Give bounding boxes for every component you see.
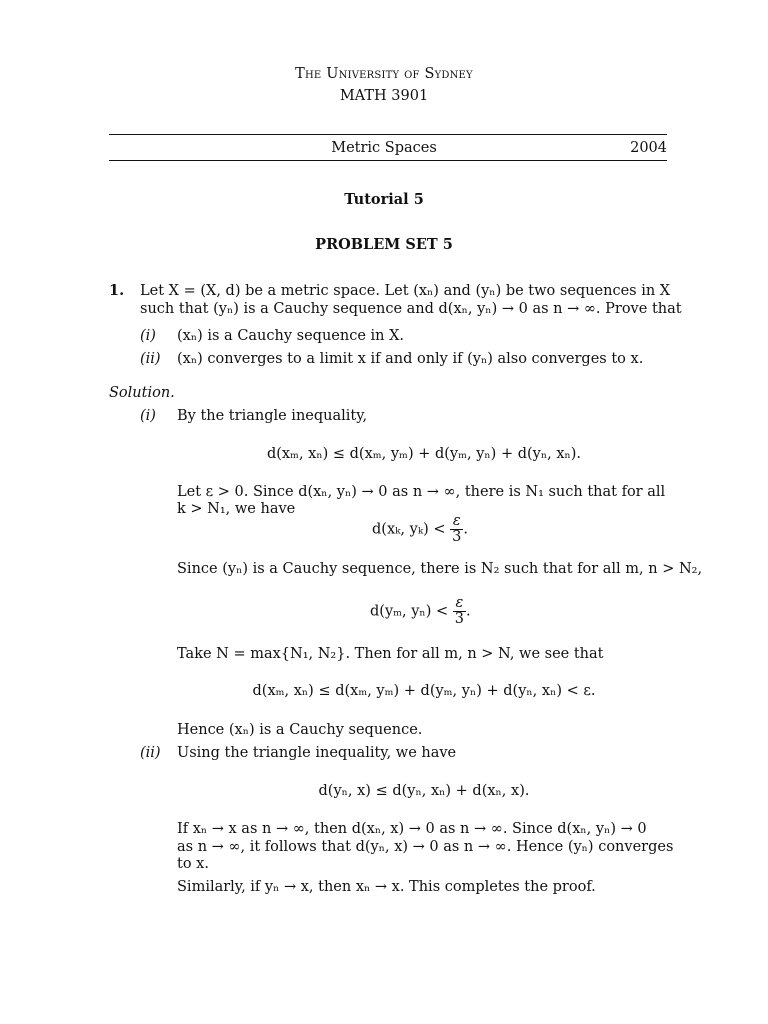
equation-lhs: d(xₖ, yₖ) <	[372, 521, 446, 538]
solution-text: Hence (xₙ) is a Cauchy sequence.	[177, 722, 423, 738]
fraction-epsilon-over-3	[453, 596, 466, 627]
subject-title: Metric Spaces	[331, 140, 437, 156]
solution-text: k > N₁, we have	[177, 501, 296, 517]
equation-xk-yk: d(xₖ, yₖ) < $\frac{\varepsilon}{3}$ .	[372, 513, 468, 545]
solution-text: Since (yₙ) is a Cauchy sequence, there is N₂ such that for all m, n > N₂,	[177, 561, 703, 577]
bottom-rule	[109, 160, 667, 161]
solution-text: to x.	[177, 856, 209, 872]
solution-part-label: (i)	[140, 408, 156, 424]
solution-text: Similarly, if yₙ → x, then xₙ → x. This completes the proof.	[177, 879, 596, 895]
equation-ym-yn: d(yₘ, yₙ) < $\frac{\varepsilon}{3}$ .	[370, 595, 471, 627]
course-code: MATH 3901	[339, 88, 429, 104]
fraction-epsilon-over-3	[450, 514, 463, 545]
problem-set-title: PROBLEM SET 5	[315, 236, 453, 253]
equation-final-bound: d(xₘ, xₙ) ≤ d(xₘ, yₘ) + d(yₘ, yₙ) + d(yₙ, xₙ) < ε.	[252, 683, 596, 699]
solution-heading: Solution.	[109, 385, 175, 401]
fraction-denominator: 3	[452, 529, 462, 545]
equation-lhs: d(yₘ, yₙ) <	[370, 603, 449, 620]
solution-text: By the triangle inequality,	[177, 408, 368, 424]
tutorial-title: Tutorial 5	[344, 191, 424, 208]
problem-part-text: (xₙ) is a Cauchy sequence in X.	[177, 328, 405, 344]
solution-text: Let ε > 0. Since d(xₙ, yₙ) → 0 as n → ∞, there is N₁ such that for all	[177, 484, 666, 500]
problem-text-line1: Let X = (X, d) be a metric space. Let (xₙ) and (yₙ) be two sequences in X	[140, 283, 671, 299]
year: 2004	[630, 140, 667, 156]
university-name: The University of Sydney	[295, 66, 473, 82]
fraction-numerator: ε	[450, 514, 463, 530]
problem-text-line2: such that (yₙ) is a Cauchy sequence and d(xₙ, yₙ) → 0 as n → ∞. Prove that	[140, 301, 682, 317]
fraction-numerator: ε	[453, 596, 466, 612]
problem-part-label: (i)	[140, 328, 156, 344]
fraction-denominator: 3	[454, 611, 464, 627]
problem-part-label: (ii)	[140, 351, 161, 367]
solution-text: as n → ∞, it follows that d(yₙ, x) → 0 as n → ∞. Hence (yₙ) converges	[177, 839, 674, 855]
equation-triangle-inequality: d(xₘ, xₙ) ≤ d(xₘ, yₘ) + d(yₘ, yₙ) + d(yₙ, xₙ).	[266, 446, 582, 462]
solution-text: Take N = max{N₁, N₂}. Then for all m, n > N, we see that	[177, 646, 604, 662]
equation-triangle-limit: d(yₙ, x) ≤ d(yₙ, xₙ) + d(xₙ, x).	[318, 783, 530, 799]
problem-part-text: (xₙ) converges to a limit x if and only if (yₙ) also converges to x.	[177, 351, 644, 367]
solution-text: Using the triangle inequality, we have	[177, 745, 457, 761]
top-rule	[109, 134, 667, 135]
problem-number: 1.	[109, 282, 125, 299]
solution-part-label: (ii)	[140, 745, 161, 761]
solution-text: If xₙ → x as n → ∞, then d(xₙ, x) → 0 as n → ∞. Since d(xₙ, yₙ) → 0	[177, 821, 647, 837]
